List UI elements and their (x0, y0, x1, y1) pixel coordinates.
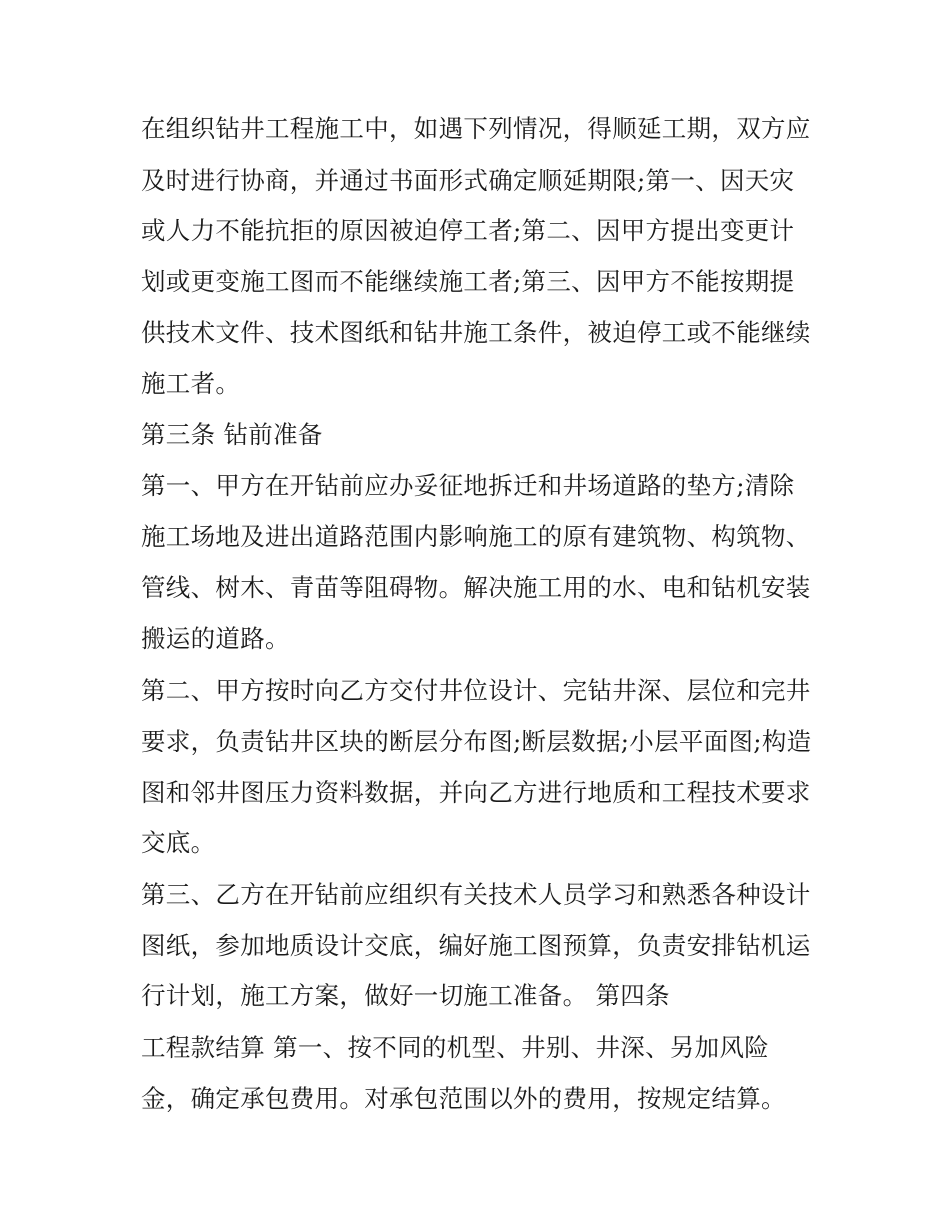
paragraph-line: 第三、乙方在开钻前应组织有关技术人员学习和熟悉各种设计 (141, 880, 811, 909)
paragraph-line: 工程款结算 第一、按不同的机型、井别、井深、另加风险 (141, 1033, 770, 1062)
paragraph-line: 施工者。 (141, 369, 241, 398)
paragraph-line: 管线、树木、青苗等阻碍物。解决施工用的水、电和钻机安装 (141, 573, 811, 602)
paragraph-line: 交底。 (141, 828, 216, 857)
paragraph-line: 及时进行协商，并通过书面形式确定顺延期限;第一、因天灾 (141, 166, 795, 195)
paragraph-line: 图和邻井图压力资料数据，并向乙方进行地质和工程技术要求 (141, 778, 811, 807)
paragraph-line: 划或更变施工图而不能继续施工者;第三、因甲方不能按期提 (141, 267, 795, 296)
paragraph-line: 图纸，参加地质设计交底，编好施工图预算，负责安排钻机运 (141, 931, 811, 960)
paragraph-line: 第一、甲方在开钻前应办妥征地拆迁和井场道路的垫方;清除 (141, 471, 795, 500)
paragraph-line: 搬运的道路。 (141, 624, 290, 653)
paragraph-line: 或人力不能抗拒的原因被迫停工者;第二、因甲方提出变更计 (141, 216, 795, 245)
section-heading: 第三条 钻前准备 (141, 420, 323, 449)
paragraph-line: 第二、甲方按时向乙方交付井位设计、完钻井深、层位和完井 (141, 676, 811, 705)
paragraph-line: 行计划，施工方案，做好一切施工准备。 第四条 (141, 981, 670, 1010)
paragraph-line: 供技术文件、技术图纸和钻井施工条件，被迫停工或不能继续 (141, 318, 811, 347)
paragraph-line: 要求，负责钻井区块的断层分布图;断层数据;小层平面图;构造 (141, 727, 812, 756)
paragraph-line: 金，确定承包费用。对承包范围以外的费用，按规定结算。 (141, 1084, 786, 1113)
paragraph-line: 在组织钻井工程施工中，如遇下列情况，得顺延工期，双方应 (141, 114, 811, 143)
paragraph-line: 施工场地及进出道路范围内影响施工的原有建筑物、构筑物、 (141, 522, 811, 551)
